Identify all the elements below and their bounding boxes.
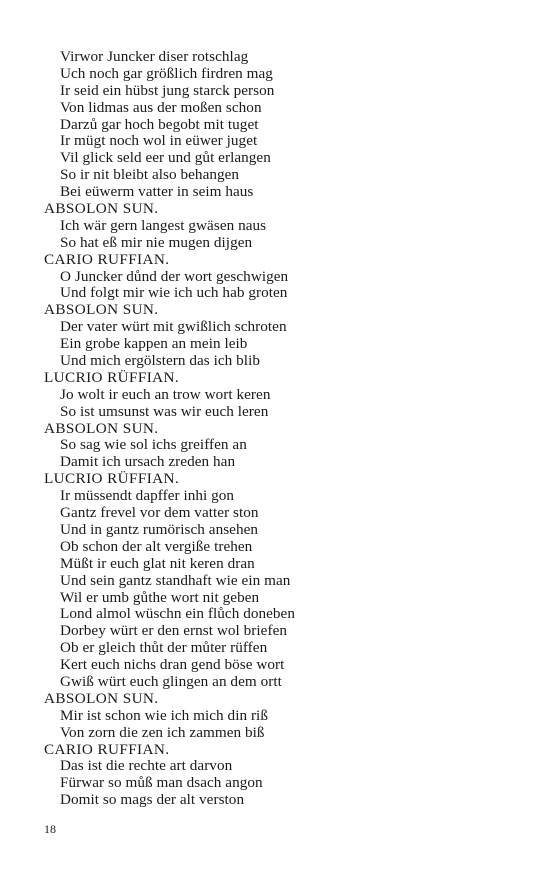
verse-line: Uch noch gar größlich firdren mag	[60, 64, 273, 82]
speaker-name: CARIO RUFFIAN.	[44, 740, 170, 758]
verse-line: Virwor Juncker diser rotschlag	[60, 48, 249, 65]
verse-line: Und mich ergölstern das ich blib	[60, 352, 260, 370]
verse-line: Ir seid ein hübst jung starck person	[60, 81, 275, 99]
verse-line: Dorbey würt er den ernst wol briefen	[60, 622, 288, 640]
verse-line: So ir nit bleibt also behangen	[60, 166, 240, 184]
verse-line: Fürwar so můß man dsach angon	[60, 774, 263, 792]
speaker-name: CARIO RUFFIAN.	[44, 250, 170, 268]
verse-line: O Juncker důnd der wort geschwigen	[60, 267, 289, 285]
verse-line: Der vater würt mit gwißlich schroten	[60, 318, 287, 336]
verse-line: Gantz frevel vor dem vatter ston	[60, 504, 259, 522]
verse-line: Und folgt mir wie ich uch hab groten	[60, 284, 288, 302]
verse-line: Domit so mags der alt verston	[60, 791, 245, 809]
verse-line: Gwiß würt euch glingen an dem ortt	[60, 672, 282, 690]
verse-line: Wil er umb gůthe wort nit geben	[60, 588, 260, 606]
verse-line: Mir ist schon wie ich mich din riß	[60, 706, 268, 724]
verse-line: Müßt ir euch glat nit keren dran	[60, 554, 255, 572]
speaker-name: LUCRIO RÜFFIAN.	[44, 368, 180, 386]
verse-line: Ob schon der alt vergiße trehen	[60, 537, 253, 555]
speaker-name: ABSOLON SUN.	[44, 301, 159, 319]
verse-line: Vil glick seld eer und gůt erlangen	[60, 149, 271, 167]
page-number: 18	[44, 822, 56, 836]
verse-line: Damit ich ursach zreden han	[60, 453, 236, 471]
verse-line: Ob er gleich thůt der můter rüffen	[60, 639, 268, 657]
verse-line: Ein grobe kappen an mein leib	[60, 335, 248, 353]
verse-line: So sag wie sol ichs greiffen an	[60, 436, 247, 454]
verse-line: Jo wolt ir euch an trow wort keren	[60, 385, 271, 403]
verse-line: So ist umsunst was wir euch leren	[60, 402, 269, 420]
verse-line: Und in gantz rumörisch ansehen	[60, 520, 259, 538]
verse-line: Darzů gar hoch begobt mit tuget	[60, 115, 259, 133]
verse-line: Ir mügt noch wol in eüwer juget	[60, 132, 258, 150]
speaker-name: LUCRIO RÜFFIAN.	[44, 470, 180, 488]
verse-line: So hat eß mir nie mugen dijgen	[60, 233, 253, 251]
verse-line: Von lidmas aus der moßen schon	[60, 98, 262, 116]
verse-line: Ir müssendt dapffer inhi gon	[60, 487, 235, 505]
verse-line: Kert euch nichs dran gend böse wort	[60, 656, 285, 674]
verse-line: Von zorn die zen ich zammen biß	[60, 723, 265, 741]
verse-line: Das ist die rechte art darvon	[60, 757, 233, 775]
speaker-name: ABSOLON SUN.	[44, 419, 159, 437]
speaker-name: ABSOLON SUN.	[44, 200, 159, 218]
verse-line: Bei eüwerm vatter in seim haus	[60, 183, 254, 201]
verse-line: Und sein gantz standhaft wie ein man	[60, 571, 291, 589]
verse-line: Lond almol wüschn ein flůch doneben	[60, 605, 295, 623]
verse-line: Ich wär gern langest gwäsen naus	[60, 216, 267, 234]
speaker-name: ABSOLON SUN.	[44, 689, 159, 707]
play-text	[44, 49, 524, 809]
